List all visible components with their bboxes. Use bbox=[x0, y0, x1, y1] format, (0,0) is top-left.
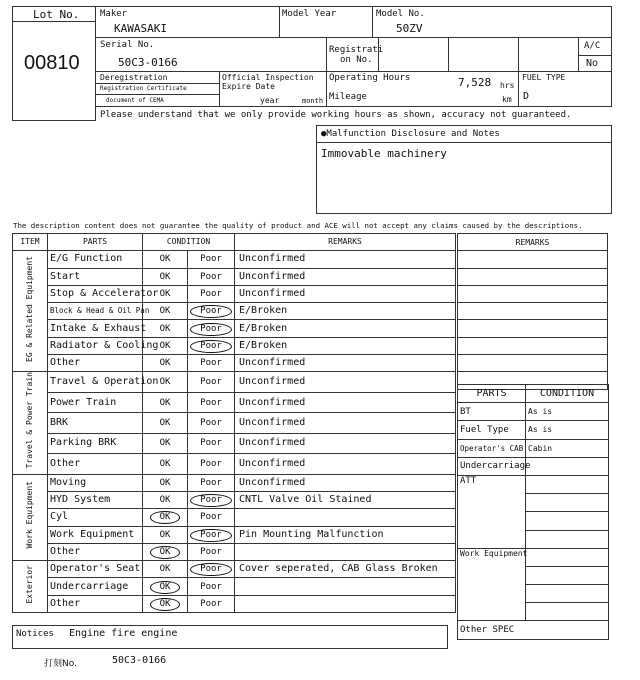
ok-cell bbox=[143, 578, 188, 595]
condition-row bbox=[13, 526, 456, 543]
malfunction-box bbox=[316, 125, 612, 214]
poor-mark: Poor bbox=[200, 418, 222, 428]
lot-label: Lot No. bbox=[33, 8, 80, 21]
poor-cell bbox=[188, 578, 235, 595]
poor-cell bbox=[188, 595, 235, 612]
right-parts-header: PARTS bbox=[458, 385, 526, 403]
right-part: Fuel Type bbox=[458, 421, 526, 439]
condition-row bbox=[13, 509, 456, 526]
right-cond bbox=[526, 548, 609, 566]
poor-cell bbox=[188, 543, 235, 560]
remark bbox=[235, 543, 456, 560]
part-name: Moving bbox=[48, 474, 143, 491]
maker-value: KAWASAKI bbox=[114, 22, 167, 35]
right-remarks-header: REMARKS bbox=[458, 234, 608, 251]
notices-label: Notices bbox=[16, 629, 54, 639]
ok-mark: OK bbox=[159, 254, 171, 265]
part-name: Other bbox=[48, 543, 143, 560]
right-header-row bbox=[458, 385, 609, 403]
ok-mark: OK bbox=[159, 340, 171, 351]
remark: Unconfirmed bbox=[235, 413, 456, 433]
ok-mark: OK bbox=[159, 397, 171, 408]
remark: E/Broken bbox=[235, 320, 456, 337]
right-remarks-cell bbox=[458, 337, 608, 354]
deregistration-label: Deregistration bbox=[100, 73, 168, 82]
group-label bbox=[13, 561, 48, 613]
malfunction-text: Immovable machinery bbox=[321, 147, 447, 160]
poor-cell bbox=[188, 413, 235, 433]
poor-mark: Poor bbox=[200, 397, 222, 408]
condition-row bbox=[13, 285, 456, 302]
ok-cell bbox=[143, 509, 188, 526]
part-name: Work Equipment bbox=[48, 526, 143, 543]
month-label: month bbox=[302, 97, 324, 105]
poor-cell bbox=[188, 454, 235, 475]
ok-cell bbox=[143, 595, 188, 612]
right-part: BT bbox=[458, 403, 526, 421]
poor-mark: Poor bbox=[190, 305, 232, 318]
group-label bbox=[13, 372, 48, 474]
ok-mark: OK bbox=[159, 377, 171, 388]
remark bbox=[235, 595, 456, 612]
poor-cell bbox=[188, 433, 235, 453]
poor-cell bbox=[188, 492, 235, 509]
right-cond bbox=[526, 494, 609, 512]
right-remarks-cell bbox=[458, 285, 608, 302]
hrs-unit: hrs bbox=[500, 81, 515, 90]
operating-hours-value: 7,528 bbox=[458, 76, 492, 89]
ok-mark: OK bbox=[159, 477, 171, 488]
right-remarks-cell bbox=[458, 268, 608, 285]
ok-mark: OK bbox=[150, 581, 181, 594]
remark: Unconfirmed bbox=[235, 433, 456, 453]
hours-disclaimer: Please understand that we only provide working hours as shown, accuracy not guaranteed. bbox=[100, 110, 572, 120]
remark: Unconfirmed bbox=[235, 268, 456, 285]
parts-header: PARTS bbox=[48, 234, 143, 251]
poor-cell bbox=[188, 392, 235, 412]
group-label-text: Travel & Power Train bbox=[25, 372, 34, 469]
poor-cell bbox=[188, 526, 235, 543]
remark: Unconfirmed bbox=[235, 285, 456, 302]
ok-mark: OK bbox=[159, 458, 171, 469]
group-label bbox=[13, 474, 48, 560]
malfunction-title: ●Malfunction Disclosure and Notes bbox=[321, 129, 500, 139]
right-cond bbox=[526, 512, 609, 530]
part-name: Other bbox=[48, 454, 143, 475]
lot-number: 00810 bbox=[24, 52, 80, 74]
right-cond bbox=[526, 603, 609, 621]
header-grid bbox=[95, 6, 612, 107]
right-remarks-cell bbox=[458, 320, 608, 337]
right-part: ATT bbox=[458, 475, 526, 548]
poor-cell bbox=[188, 474, 235, 491]
part-name: Undercarriage bbox=[48, 578, 143, 595]
stamp-no-label: 打刻No. bbox=[44, 659, 77, 669]
part-name: Operator's Seat bbox=[48, 561, 143, 578]
ok-mark: OK bbox=[159, 289, 171, 300]
right-cond: Cabin bbox=[526, 439, 609, 457]
right-cond: As is bbox=[526, 421, 609, 439]
remark bbox=[235, 509, 456, 526]
condition-row bbox=[13, 392, 456, 412]
right-row bbox=[458, 548, 609, 566]
poor-mark: Poor bbox=[200, 512, 222, 523]
poor-cell bbox=[188, 268, 235, 285]
ok-cell bbox=[143, 320, 188, 337]
right-remarks-cell bbox=[458, 303, 608, 320]
ok-cell bbox=[143, 526, 188, 543]
poor-cell bbox=[188, 509, 235, 526]
group-label bbox=[13, 251, 48, 372]
right-row bbox=[458, 421, 609, 439]
condition-row bbox=[13, 543, 456, 560]
condition-row bbox=[13, 303, 456, 320]
ok-cell bbox=[143, 543, 188, 560]
part-name: Stop & Accelerator bbox=[48, 285, 143, 302]
remark: E/Broken bbox=[235, 337, 456, 354]
condition-row bbox=[13, 474, 456, 491]
poor-mark: Poor bbox=[190, 529, 232, 542]
poor-mark: Poor bbox=[190, 323, 232, 336]
poor-mark: Poor bbox=[200, 598, 222, 609]
remarks-header: REMARKS bbox=[235, 234, 456, 251]
ok-mark: OK bbox=[159, 564, 171, 575]
ok-cell bbox=[143, 268, 188, 285]
remark: Pin Mounting Malfunction bbox=[235, 526, 456, 543]
model-no-label: Model No. bbox=[376, 9, 425, 19]
poor-mark: Poor bbox=[200, 377, 222, 388]
poor-mark: Poor bbox=[200, 458, 222, 469]
condition-row bbox=[13, 492, 456, 509]
part-name: Block & Head & Oil Pan bbox=[48, 303, 143, 320]
condition-row bbox=[13, 413, 456, 433]
right-row bbox=[458, 439, 609, 457]
registration-certificate-label: Registration Certificate bbox=[100, 85, 187, 92]
part-name: Start bbox=[48, 268, 143, 285]
poor-cell bbox=[188, 285, 235, 302]
poor-mark: Poor bbox=[200, 271, 222, 282]
remark: Unconfirmed bbox=[235, 372, 456, 392]
remark bbox=[235, 578, 456, 595]
right-cond bbox=[526, 475, 609, 493]
right-cond bbox=[526, 566, 609, 584]
mileage-label: Mileage bbox=[329, 92, 367, 102]
poor-mark: Poor bbox=[190, 494, 232, 507]
ok-mark: OK bbox=[150, 511, 181, 524]
operating-hours-label: Operating Hours bbox=[329, 73, 411, 83]
ok-cell bbox=[143, 561, 188, 578]
model-year-label: Model Year bbox=[282, 9, 337, 19]
group-label-text: Work Equipment bbox=[25, 481, 34, 549]
ok-cell bbox=[143, 303, 188, 320]
ok-cell bbox=[143, 392, 188, 412]
part-name: Parking BRK bbox=[48, 433, 143, 453]
inspection-label-2: Expire Date bbox=[222, 82, 275, 91]
part-name: Intake & Exhaust bbox=[48, 320, 143, 337]
poor-cell bbox=[188, 251, 235, 268]
cema-label: document of CEMA bbox=[106, 97, 164, 104]
right-cond bbox=[526, 530, 609, 548]
right-remarks-cell bbox=[458, 355, 608, 372]
notices-box bbox=[12, 625, 448, 649]
ok-cell bbox=[143, 251, 188, 268]
fuel-type-label: FUEL TYPE bbox=[522, 73, 566, 82]
fuel-type-value: D bbox=[523, 91, 530, 102]
ok-cell bbox=[143, 433, 188, 453]
poor-mark: Poor bbox=[200, 547, 222, 558]
ok-cell bbox=[143, 492, 188, 509]
ok-mark: OK bbox=[159, 271, 171, 282]
poor-mark: Poor bbox=[200, 358, 222, 369]
maker-label: Maker bbox=[100, 9, 128, 19]
remark: Unconfirmed bbox=[235, 355, 456, 372]
condition-row bbox=[13, 454, 456, 475]
other-spec-label: Other SPEC bbox=[458, 621, 609, 639]
remark: E/Broken bbox=[235, 303, 456, 320]
ok-cell bbox=[143, 454, 188, 475]
work-equipment-label: Work Equipment bbox=[458, 548, 526, 621]
remark: Unconfirmed bbox=[235, 251, 456, 268]
ok-mark: OK bbox=[159, 323, 171, 334]
remark: Unconfirmed bbox=[235, 474, 456, 491]
ok-mark: OK bbox=[159, 306, 171, 317]
poor-mark: Poor bbox=[200, 289, 222, 300]
ok-mark: OK bbox=[159, 529, 171, 540]
registration-label-2: on No. bbox=[340, 55, 373, 65]
condition-row bbox=[13, 595, 456, 612]
right-row bbox=[458, 403, 609, 421]
condition-table bbox=[12, 233, 456, 613]
part-name: Power Train bbox=[48, 392, 143, 412]
condition-row bbox=[13, 320, 456, 337]
ok-mark: OK bbox=[159, 358, 171, 369]
km-unit: km bbox=[502, 95, 512, 104]
description-disclaimer: The description content does not guarantee the quality of product and ACE will not accept any claims caused by the descriptions. bbox=[13, 221, 583, 230]
remark: Unconfirmed bbox=[235, 392, 456, 412]
inspection-label-1: Official Inspection bbox=[222, 73, 314, 82]
right-condition-header: CONDITION bbox=[526, 385, 609, 403]
serial-value: 50C3-0166 bbox=[118, 56, 178, 69]
condition-row bbox=[13, 337, 456, 354]
condition-row bbox=[13, 433, 456, 453]
ok-mark: OK bbox=[159, 495, 171, 506]
ac-label: A/C bbox=[584, 41, 601, 51]
registration-label-1: Registrati bbox=[329, 45, 384, 55]
model-no-value: 50ZV bbox=[396, 22, 423, 35]
right-part: Undercarriage bbox=[458, 457, 526, 475]
condition-row bbox=[13, 561, 456, 578]
part-name: Radiator & Cooling bbox=[48, 337, 143, 354]
poor-cell bbox=[188, 355, 235, 372]
poor-cell bbox=[188, 372, 235, 392]
ok-mark: OK bbox=[150, 546, 181, 559]
item-header: ITEM bbox=[13, 234, 48, 251]
part-name: Travel & Operation bbox=[48, 372, 143, 392]
right-remarks-table bbox=[457, 233, 608, 390]
condition-row bbox=[13, 355, 456, 372]
part-name: E/G Function bbox=[48, 251, 143, 268]
year-label: year bbox=[260, 96, 280, 105]
poor-mark: Poor bbox=[190, 563, 232, 576]
part-name: Other bbox=[48, 595, 143, 612]
poor-cell bbox=[188, 303, 235, 320]
part-name: HYD System bbox=[48, 492, 143, 509]
poor-mark: Poor bbox=[200, 254, 222, 265]
ok-mark: OK bbox=[159, 438, 171, 449]
condition-row bbox=[13, 251, 456, 268]
poor-cell bbox=[188, 320, 235, 337]
ac-value: No bbox=[586, 58, 599, 69]
condition-row bbox=[13, 268, 456, 285]
ok-mark: OK bbox=[159, 418, 171, 428]
remark: Cover seperated, CAB Glass Broken bbox=[235, 561, 456, 578]
right-remarks-cell bbox=[458, 251, 608, 268]
remark: CNTL Valve Oil Stained bbox=[235, 492, 456, 509]
ok-mark: OK bbox=[150, 598, 181, 611]
right-row bbox=[458, 621, 609, 639]
notices-text: Engine fire engine bbox=[69, 628, 178, 639]
poor-cell bbox=[188, 561, 235, 578]
ok-cell bbox=[143, 474, 188, 491]
part-name: BRK bbox=[48, 413, 143, 433]
poor-mark: Poor bbox=[200, 438, 222, 449]
serial-label: Serial No. bbox=[100, 40, 155, 50]
poor-mark: Poor bbox=[200, 581, 222, 592]
remark: Unconfirmed bbox=[235, 454, 456, 475]
group-label-text: EG & Related Equipment bbox=[25, 255, 34, 362]
right-cond: As is bbox=[526, 403, 609, 421]
group-label-text: Exterior bbox=[25, 564, 34, 604]
right-parts-table bbox=[457, 384, 609, 640]
poor-mark: Poor bbox=[190, 340, 232, 353]
stamp-no-value: 50C3-0166 bbox=[112, 655, 167, 666]
right-cond bbox=[526, 585, 609, 603]
poor-cell bbox=[188, 337, 235, 354]
poor-mark: Poor bbox=[200, 477, 222, 488]
right-cond bbox=[526, 457, 609, 475]
ok-cell bbox=[143, 413, 188, 433]
right-row bbox=[458, 475, 609, 493]
part-name: Cyl bbox=[48, 509, 143, 526]
condition-row bbox=[13, 578, 456, 595]
lot-box bbox=[12, 6, 96, 121]
condition-row bbox=[13, 372, 456, 392]
part-name: Other bbox=[48, 355, 143, 372]
ok-cell bbox=[143, 355, 188, 372]
right-row bbox=[458, 457, 609, 475]
right-part: Operator's CAB bbox=[458, 439, 526, 457]
condition-header: CONDITION bbox=[143, 234, 235, 251]
